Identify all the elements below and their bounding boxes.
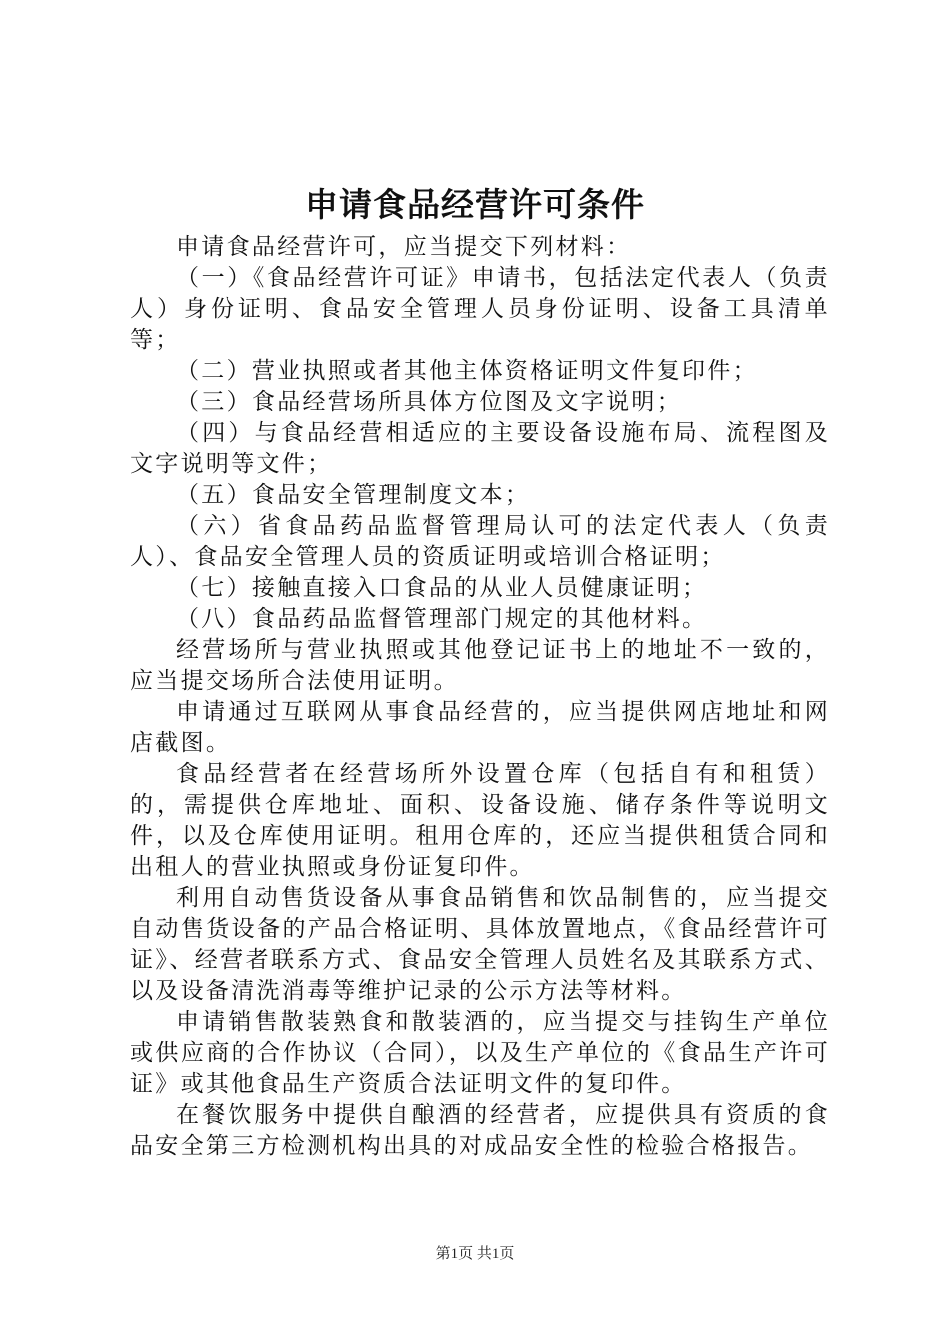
paragraph: 在餐饮服务中提供自酿酒的经营者，应提供具有资质的食品安全第三方检测机构出具的对成品安全性的检验合格报告。 — [130, 1102, 830, 1159]
paragraph: 食品经营者在经营场所外设置仓库（包括自有和租赁）的，需提供仓库地址、面积、设备设施、储存条件等说明文件，以及仓库使用证明。租用仓库的，还应当提供租赁合同和出租人的营业执照或身份证复印件。 — [130, 761, 830, 880]
paragraph: （一）《食品经营许可证》申请书，包括法定代表人（负责人）身份证明、食品安全管理人员身份证明、设备工具清单等； — [130, 265, 830, 353]
paragraph: （二）营业执照或者其他主体资格证明文件复印件； — [176, 358, 758, 384]
paragraph: （四）与食品经营相适应的主要设备设施布局、流程图及文字说明等文件； — [130, 420, 830, 477]
document-body — [130, 232, 830, 1162]
paragraph: （三）食品经营场所具体方位图及文字说明； — [176, 389, 682, 415]
paragraph: 经营场所与营业执照或其他登记证书上的地址不一致的，应当提交场所合法使用证明。 — [130, 637, 830, 694]
paragraph: 申请通过互联网从事食品经营的，应当提供网店地址和网店截图。 — [130, 699, 830, 756]
paragraph: （六）省食品药品监督管理局认可的法定代表人（负责人）、食品安全管理人员的资质证明或培训合格证明； — [130, 513, 830, 570]
page-footer: 第1页 共1页 — [435, 1246, 515, 1262]
paragraph: （五）食品安全管理制度文本； — [176, 482, 531, 508]
paragraph: （八）食品药品监督管理部门规定的其他材料。 — [176, 606, 708, 632]
paragraph: （七）接触直接入口食品的从业人员健康证明； — [176, 575, 708, 601]
paragraph: 申请食品经营许可，应当提交下列材料： — [176, 234, 632, 260]
paragraph: 申请销售散装熟食和散装酒的，应当提交与挂钩生产单位或供应商的合作协议（合同），以及生产单位的《食品生产许可证》或其他食品生产资质合法证明文件的复印件。 — [130, 1009, 830, 1097]
paragraph: 利用自动售货设备从事食品销售和饮品制售的，应当提交自动售货设备的产品合格证明、具体放置地点，《食品经营许可证》、经营者联系方式、食品安全管理人员姓名及其联系方式、以及设备清洗消毒等维护记录的公示方法等材料。 — [130, 885, 830, 1004]
document-title: 申请食品经营许可条件 — [305, 185, 645, 224]
